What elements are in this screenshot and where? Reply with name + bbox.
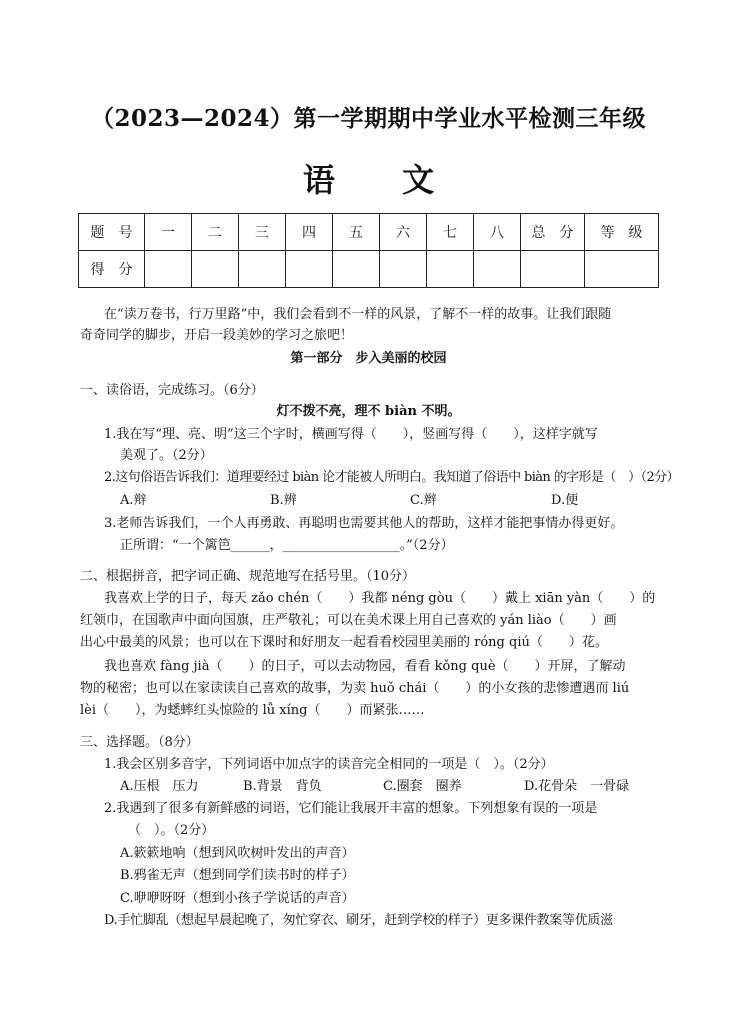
subject-char-1: 语 (302, 161, 335, 199)
section2-heading: 二、根据拼音，把字词正确、规范地写在括号里。（10分） (80, 569, 416, 584)
s2-p2-line-3: lèi（ ），为蟋蟀红头惊险的 lǚ xíng（ ）而紧张…… (80, 703, 425, 718)
s3-q2-option-a[interactable]: A.簌簌地响（想到风吹树叶发出的声音） (120, 846, 355, 861)
score-header-cell: 三 (239, 214, 286, 251)
s1-q1-line-2: 美观了。（2分） (120, 448, 213, 463)
part-title: 第一部分 步入美丽的校园 (290, 351, 447, 366)
s2-p1-line-2: 红领巾，在国歌声中面向国旗，庄严敬礼；可以在美术课上用自己喜欢的 yán liào（ ）画 (80, 613, 617, 628)
score-input-cell[interactable] (585, 251, 659, 288)
s3-q1-option-b[interactable]: B.背景 背负 (243, 779, 322, 794)
score-header-cell: 等 级 (585, 214, 659, 251)
s3-q1-option-a[interactable]: A.压根 压力 (120, 779, 199, 794)
score-input-cell[interactable] (427, 251, 474, 288)
score-input-cell[interactable] (239, 251, 286, 288)
s3-q2-line-2: （ ）。（2分） (128, 823, 215, 838)
score-input-cell[interactable] (145, 251, 192, 288)
score-header-cell: 四 (286, 214, 333, 251)
score-header-cell: 二 (192, 214, 239, 251)
s2-p1-line-1: 我喜欢上学的日子，每天 zǎo chén（ ）我都 néng gòu（ ）戴上 xiān yàn（ ）的 (104, 591, 656, 606)
intro-line-2: 奇奇同学的脚步，开启一段美妙的学习之旅吧！ (80, 328, 354, 343)
score-header-cell: 七 (427, 214, 474, 251)
s1-q3-line-2: 正所谓：“一个篱笆______，__________________。”（2分） (120, 538, 454, 553)
s3-q2-option-d[interactable]: D.手忙脚乱（想起早晨起晚了，匆忙穿衣、刷牙，赶到学校的样子）更多课件教案等优质滋 (104, 913, 613, 928)
score-header-cell: 六 (380, 214, 427, 251)
s1-q3-line-1: 3.老师告诉我们，一个人再勇敢、再聪明也需要其他人的帮助，这样才能把事情办得更好。 (104, 516, 624, 531)
s3-q1-option-c[interactable]: C.圈套 圈养 (383, 779, 462, 794)
score-header-cell: 总 分 (521, 214, 585, 251)
s3-q2-option-b[interactable]: B.鸦雀无声（想到同学们读书时的样子） (120, 868, 355, 883)
s3-q1: 1.我会区别多音字，下列词语中加点字的读音完全相同的一项是（ ）。（2分） (104, 757, 554, 772)
s1-q1-line-1: 1.我在写“理、亮、明”这三个字时，横画写得（ ），竖画写得（ ），这样字就写 (104, 427, 598, 442)
section1-proverb: 灯不拨不亮，理不 biàn 不明。 (276, 404, 461, 419)
subject-char-2: 文 (402, 161, 435, 199)
score-input-cell[interactable] (521, 251, 585, 288)
score-header-cell: 八 (474, 214, 521, 251)
score-header-cell: 题 号 (79, 214, 145, 251)
s2-p2-line-1: 我也喜欢 fàng jià（ ）的日子，可以去动物园，看看 kǒng què（ ）开屏，了解动 (104, 659, 626, 674)
s1-q2: 2.这句俗语告诉我们：道理要经过 biàn 论才能被人所明白。我知道了俗语中 biàn 的字形是（ ）（2分） (104, 470, 679, 485)
exam-title: （2023—2024）第一学期期中学业水平检测三年级 (90, 105, 647, 132)
section1-heading: 一、读俗语，完成练习。（6分） (80, 383, 264, 398)
s1-q2-option-d[interactable]: D.便 (551, 493, 579, 508)
intro-line-1: 在“读万卷书，行万里路”中，我们会看到不一样的风景，了解不一样的故事。让我们跟随 (104, 307, 612, 322)
s1-q2-option-c[interactable]: C.辫 (410, 493, 437, 508)
s2-p1-line-3: 出心中最美的风景；也可以在下课时和好朋友一起看看校园里美丽的 róng qiú（ ）花。 (80, 635, 608, 650)
score-input-cell[interactable] (192, 251, 239, 288)
s3-q1-option-d[interactable]: D.花骨朵 一骨碌 (524, 779, 630, 794)
score-header-cell: 一 (145, 214, 192, 251)
score-table-header-row (79, 214, 659, 251)
s3-q2-line-1: 2.我遇到了很多有新鲜感的词语，它们能让我展开丰富的想象。下列想象有误的一项是 (104, 801, 598, 816)
score-input-cell[interactable] (474, 251, 521, 288)
s2-p2-line-2: 物的秘密；也可以在家读读自己喜欢的故事，为卖 huǒ chái（ ）的小女孩的悲惨遭遇而 liú (80, 681, 630, 696)
score-label-cell: 得 分 (79, 251, 145, 288)
s1-q2-option-b[interactable]: B.辨 (270, 493, 297, 508)
s3-q2-option-c[interactable]: C.咿咿呀呀（想到小孩子学说话的声音） (120, 891, 355, 906)
s1-q2-option-a[interactable]: A.辩 (120, 493, 147, 508)
score-input-cell[interactable] (333, 251, 380, 288)
subject-title (0, 155, 737, 201)
section3-heading: 三、选择题。（8分） (80, 735, 199, 750)
score-table-score-row (79, 251, 659, 288)
score-table (78, 213, 659, 288)
score-input-cell[interactable] (380, 251, 427, 288)
score-input-cell[interactable] (286, 251, 333, 288)
score-header-cell: 五 (333, 214, 380, 251)
